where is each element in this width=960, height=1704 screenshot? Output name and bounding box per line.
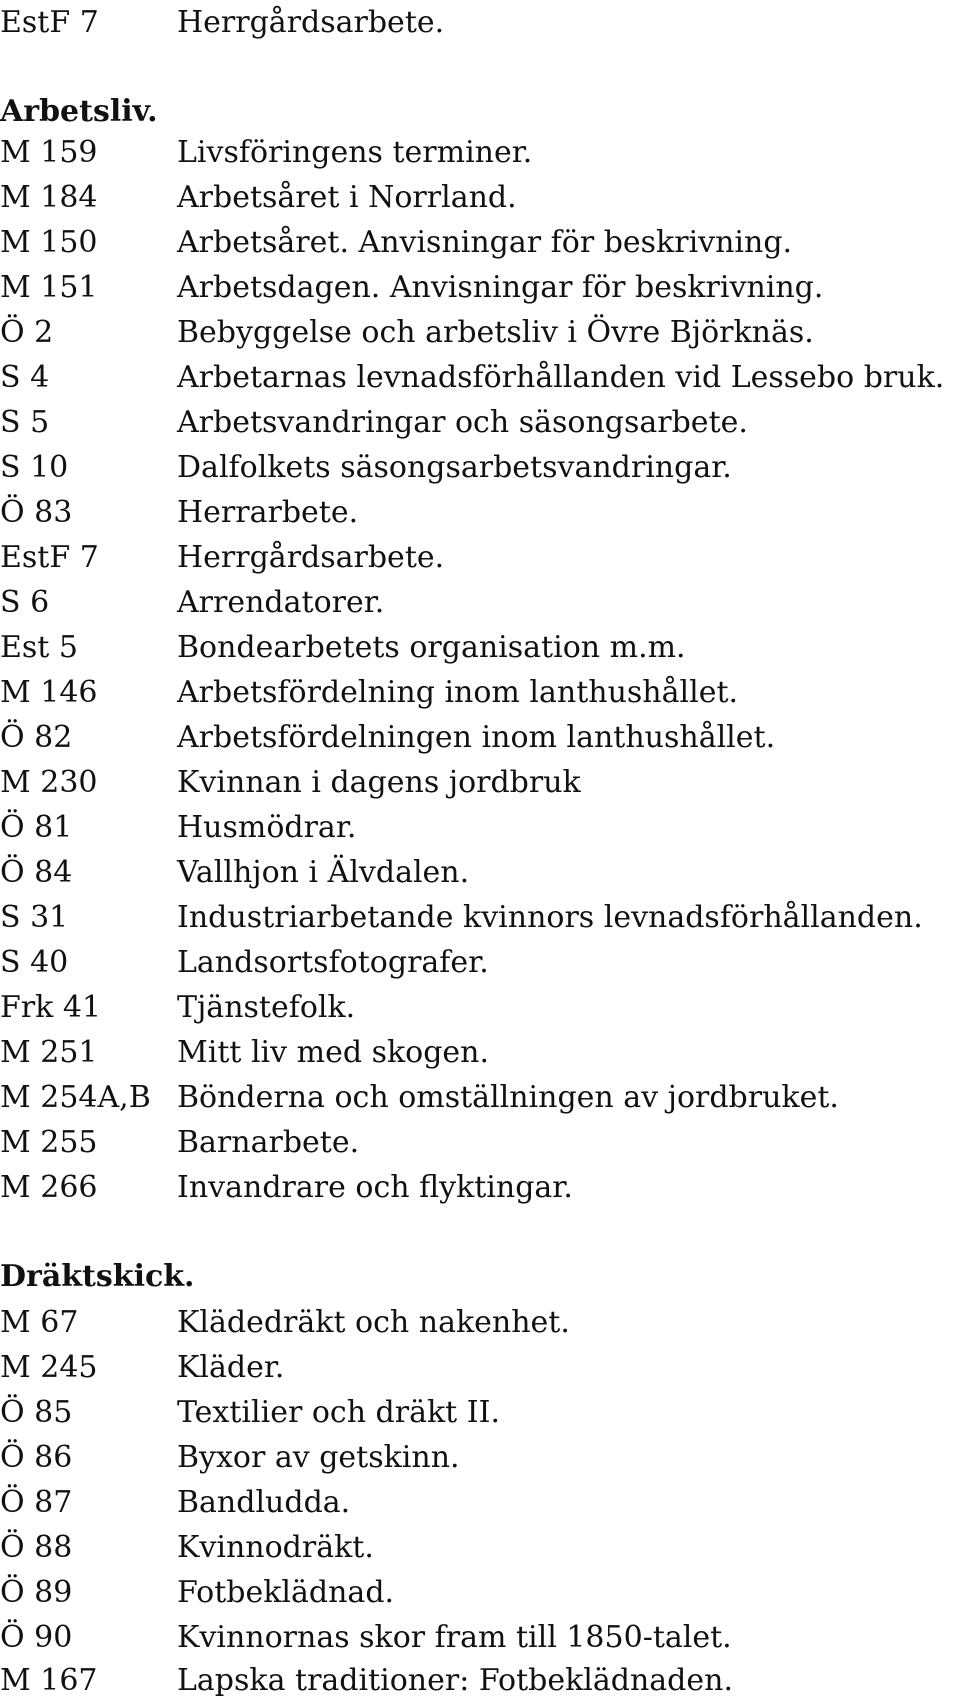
list-item [0,1570,960,1615]
entry-code: Ö 82 [0,720,73,755]
list-item [0,1075,960,1120]
entry-code: M 167 [0,1663,98,1698]
entry-code: EstF 7 [0,540,99,575]
list-item [0,310,960,355]
list-item [0,1120,960,1165]
list-item [0,1345,960,1390]
entry-code: Ö 87 [0,1485,73,1520]
list-item [0,1658,960,1703]
entry-code: Ö 89 [0,1575,73,1610]
entry-title: Textilier och dräkt II. [177,1395,500,1430]
entry-title: Tjänstefolk. [177,990,356,1025]
list-item [0,130,960,175]
entry-code: S 6 [0,585,50,620]
top-entry-row [0,0,960,45]
entry-title: Kvinnodräkt. [177,1530,374,1565]
entry-title: Bönderna och omställningen av jordbruket. [177,1080,839,1115]
list-item [0,670,960,715]
list-item [0,985,960,1030]
list-item [0,1435,960,1480]
entry-code: Est 5 [0,630,78,665]
entry-title: Herrarbete. [177,495,359,530]
entry-code: M 151 [0,270,98,305]
entry-code: Ö 83 [0,495,73,530]
list-item [0,715,960,760]
entry-title: Bandludda. [177,1485,351,1520]
entry-code: Ö 86 [0,1440,73,1475]
list-item [0,850,960,895]
entry-title: Arbetsåret i Norrland. [177,180,517,215]
list-item [0,1615,960,1660]
entry-title: Arbetsåret. Anvisningar för beskrivning. [177,225,793,260]
entry-code: M 159 [0,135,98,170]
entry-code: Ö 85 [0,1395,73,1430]
entry-title: Herrgårdsarbete. [177,5,445,40]
entry-code: M 184 [0,180,98,215]
entry-code: M 67 [0,1305,79,1340]
list-item [0,1030,960,1075]
list-item [0,760,960,805]
entry-title: Livsföringens terminer. [177,135,533,170]
entry-code: M 266 [0,1170,98,1205]
entry-title: Arbetsvandringar och säsongsarbete. [177,405,748,440]
entry-code: M 150 [0,225,98,260]
entry-code: S 31 [0,900,69,935]
entry-code: M 254A,B [0,1080,151,1115]
entry-title: Arrendatorer. [177,585,385,620]
entry-title: Vallhjon i Älvdalen. [177,855,470,890]
list-item [0,535,960,580]
entry-title: Mitt liv med skogen. [177,1035,490,1070]
list-item [0,265,960,310]
list-item [0,625,960,670]
entry-title: Husmödrar. [177,810,357,845]
entry-code: Frk 41 [0,990,102,1025]
entry-code: EstF 7 [0,5,99,40]
entry-code: Ö 88 [0,1530,73,1565]
entry-code: M 245 [0,1350,98,1385]
list-item [0,445,960,490]
entry-code: S 4 [0,360,50,395]
entry-title: Arbetsfördelningen inom lanthushållet. [177,720,776,755]
entry-title: Barnarbete. [177,1125,360,1160]
entry-title: Herrgårdsarbete. [177,540,445,575]
list-item [0,940,960,985]
entry-title: Kvinnornas skor fram till 1850-talet. [177,1620,732,1655]
entry-title: Kvinnan i dagens jordbruk [177,765,581,800]
entry-code: Ö 81 [0,810,73,845]
list-item [0,220,960,265]
entry-title: Arbetsfördelning inom lanthushållet. [177,675,739,710]
entry-title: Bondearbetets organisation m.m. [177,630,686,665]
list-item [0,1390,960,1435]
list-item [0,1525,960,1570]
entry-title: Fotbeklädnad. [177,1575,395,1610]
entry-code: Ö 84 [0,855,73,890]
entry-title: Dalfolkets säsongsarbetsvandringar. [177,450,732,485]
entry-title: Bebyggelse och arbetsliv i Övre Björknäs. [177,315,814,350]
entry-title: Byxor av getskinn. [177,1440,460,1475]
entry-title: Invandrare och flyktingar. [177,1170,573,1205]
list-item [0,580,960,625]
entry-code: Ö 90 [0,1620,73,1655]
entry-title: Landsortsfotografer. [177,945,489,980]
section-heading-draktskick: Dräktskick. [0,1259,195,1294]
entry-code: M 146 [0,675,98,710]
entry-title: Industriarbetande kvinnors levnadsförhållanden. [177,900,923,935]
entry-title: Klädedräkt och nakenhet. [177,1305,570,1340]
list-item [0,1480,960,1525]
list-item [0,400,960,445]
entry-code: S 5 [0,405,50,440]
list-item [0,805,960,850]
list-item [0,355,960,400]
list-item [0,1165,960,1210]
entry-code: S 10 [0,450,69,485]
section-heading-arbetsliv: Arbetsliv. [0,94,158,129]
entry-code: M 230 [0,765,98,800]
entry-title: Kläder. [177,1350,285,1385]
entry-code: M 251 [0,1035,98,1070]
entry-code: S 40 [0,945,69,980]
entry-title: Arbetarnas levnadsförhållanden vid Lessebo bruk. [177,360,945,395]
list-item [0,1300,960,1345]
list-item [0,490,960,535]
entry-title: Arbetsdagen. Anvisningar för beskrivning. [177,270,824,305]
entry-title: Lapska traditioner: Fotbeklädnaden. [177,1663,733,1698]
list-item [0,895,960,940]
entry-code: M 255 [0,1125,98,1160]
list-item [0,175,960,220]
entry-code: Ö 2 [0,315,54,350]
